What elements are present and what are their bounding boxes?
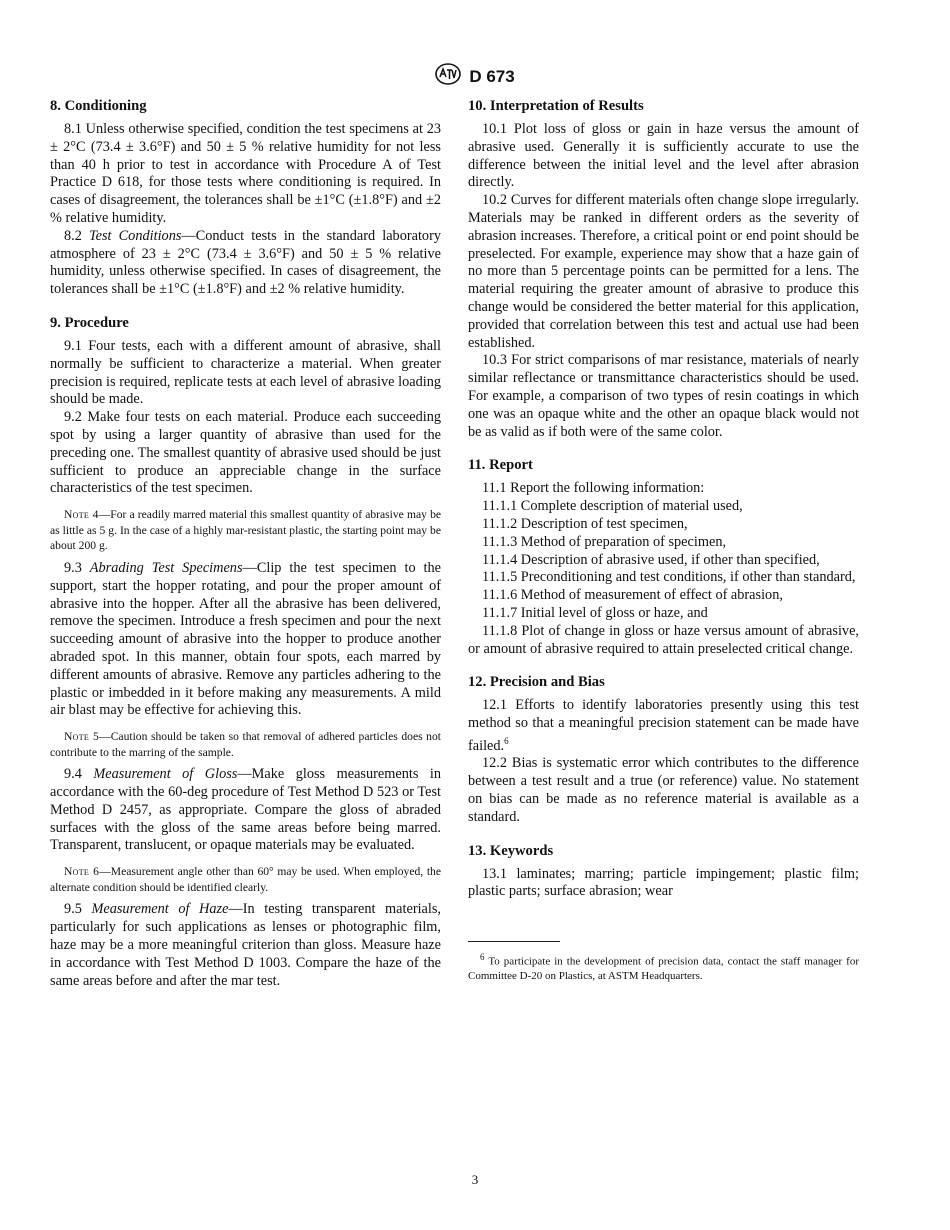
section-12-title: 12. Precision and Bias (468, 674, 605, 691)
section-11-title: 11. Report (468, 457, 533, 474)
para-11-1-2: 11.1.2 Description of test specimen, (482, 515, 688, 532)
para-9-4: 9.4 Measurement of Gloss—Make gloss measurements in accordance with the 60-deg procedure of Test Method D 523 or Test Method D 2457, as appropriate. Compare the gloss of abraded surfaces with the gloss of the same areas before being marred. Transparent, translucent, or opaque materials may be evaluated. (50, 766, 441, 854)
note-6: Note 6—Measurement angle other than 60° may be used. When employed, the alternate condition should be identified clearly. (50, 865, 442, 894)
para-12-2: 12.2 Bias is systematic error which contributes to the difference between a test result and a true (or reference) value. No statement on bias can be made as no reference material is available as a standard. (468, 755, 859, 825)
footnote-6: $^6$ To participate in the development of precision data, contact the staff manager for Committee D-20 on Plastics, at ASTM Headquarters. (468, 952, 859, 982)
para-11-1-8: 11.1.8 Plot of change in gloss or haze versus amount of abrasive, or amount of abrasive required to attain preselected critical change. (468, 622, 859, 657)
footnote-divider (468, 941, 560, 942)
para-11-1-4: 11.1.4 Description of abrasive used, if other than specified, (482, 551, 820, 568)
para-9-1: 9.1 Four tests, each with a different amount of abrasive, shall normally be sufficient to characterize a material. When greater precision is required, replicate tests at each level of abrasive loading should be made. (50, 337, 441, 408)
para-12-1: 12.1 Efforts to identify laboratories presently using this test method so that a meaningful precision statement can be made have failed.$^6$ (468, 697, 859, 754)
para-11-1-3: 11.1.3 Method of preparation of specimen, (482, 533, 727, 550)
para-11-1-1: 11.1.1 Complete description of material used, (482, 498, 743, 515)
para-11-1-6: 11.1.6 Method of measurement of effect of abrasion, (482, 587, 783, 604)
para-11-1: 11.1 Report the following information: (482, 480, 705, 497)
para-10-3: 10.3 For strict comparisons of mar resistance, materials of nearly similar reflectance or transmittance characteristics should be used. For example, a comparison of two types of resin coatings in which one was an opaque white and the other an opaque black would not be as valid as if both were of the same color. (468, 352, 859, 440)
page-header (0, 63, 950, 90)
para-8-1: 8.1 Unless otherwise specified, condition the test specimens at 23 ± 2°C (73.4 ± 3.6°F) and 50 ± 5 % relative humidity for not less than 40 h prior to test in accordance with Procedure A of Test Practice D 618, for those tests where conditioning is required. In cases of disagreement, the tolerances shall be ±1°C (±1.8°F) and ±2 % relative humidity. (50, 121, 441, 226)
section-8-title: 8. Conditioning (50, 98, 147, 114)
section-9-title: 9. Procedure (50, 314, 129, 331)
para-10-2: 10.2 Curves for different materials often change slope irregularly. Materials may be ranked in different orders as the severity of abrasion increases. Therefore, a critical point or end point should be preselected. For example, experience may show that a haze gain of no more than 5 percentage points can be permitted for a lens. The material requiring the greater amount of abrasive to produce this change would be considered the better material for this application, provided that correlation between this test and actual use had been established. (468, 192, 859, 351)
para-8-2: 8.2 Test Conditions—Conduct tests in the standard laboratory atmosphere of 23 ± 2°C (73.4 ± 3.6°F) and 50 ± 5 % relative humidity, unless otherwise specified. In cases of disagreement, the tolerances shall be ±1°C (±1.8°F) and ±2 % relative humidity. (50, 227, 441, 298)
section-13-title: 13. Keywords (468, 842, 554, 859)
right-column (468, 96, 859, 983)
left-column (50, 96, 441, 990)
footnote-ref-6[interactable]: 6 (504, 735, 509, 746)
page-number: 3 (471, 1172, 479, 1187)
note-4: Note 4—For a readily marred material this smallest quantity of abrasive may be as little as 5 g. In the case of a highly mar-resistant plastic, the starting point may be about 200 g. (50, 508, 442, 553)
note-5: Note 5—Caution should be taken so that removal of adhered particles does not contribute to the marring of the sample. (50, 730, 441, 759)
para-9-2: 9.2 Make four tests on each material. Produce each succeeding spot by using a larger quantity of abrasive than used for the preceding one. The smallest quantity of abrasive used should be just sufficient to produce an appreciable change in the surface characteristics of the test specimen. (50, 409, 441, 497)
section-10-title: 10. Interpretation of Results (468, 98, 644, 114)
para-13-1: 13.1 laminates; marring; particle impingement; plastic film; plastic parts; surface abrasion; wear (468, 865, 859, 900)
para-10-1: 10.1 Plot loss of gloss or gain in haze versus the amount of abrasive used. Generally it is sufficiently accurate to use the difference between the initial level and the level after abrasion directly. (468, 121, 859, 191)
para-11-1-5: 11.1.5 Preconditioning and test conditions, if other than standard, (482, 569, 856, 586)
standard-designation: D 673 (469, 66, 515, 86)
para-9-5: 9.5 Measurement of Haze—In testing transparent materials, particularly for such applications as lenses or photographic film, haze may be a more meaningful criterion than gloss. Measure haze in accordance with Test Method D 1003. Compare the haze of the same areas before and after the mar test. (50, 901, 442, 989)
para-11-1-7: 11.1.7 Initial level of gloss or haze, and (482, 604, 708, 621)
astm-logo-icon (435, 63, 461, 90)
para-9-3: 9.3 Abrading Test Specimens—Clip the test specimen to the support, start the hopper rotating, and pour the proper amount of abrasive into the hopper. After all the abrasive has been delivered, remove the specimen. Introduce a fresh specimen and pour the next succeeding amount of abrasive into the hopper to produce another abraded spot. In this manner, obtain four spots, each marred by different amounts of abrasive. Remove any particles adhering to the plastic or imbedded in it before making any measurements. A mild air blast may be effective for achieving this. (50, 559, 441, 719)
